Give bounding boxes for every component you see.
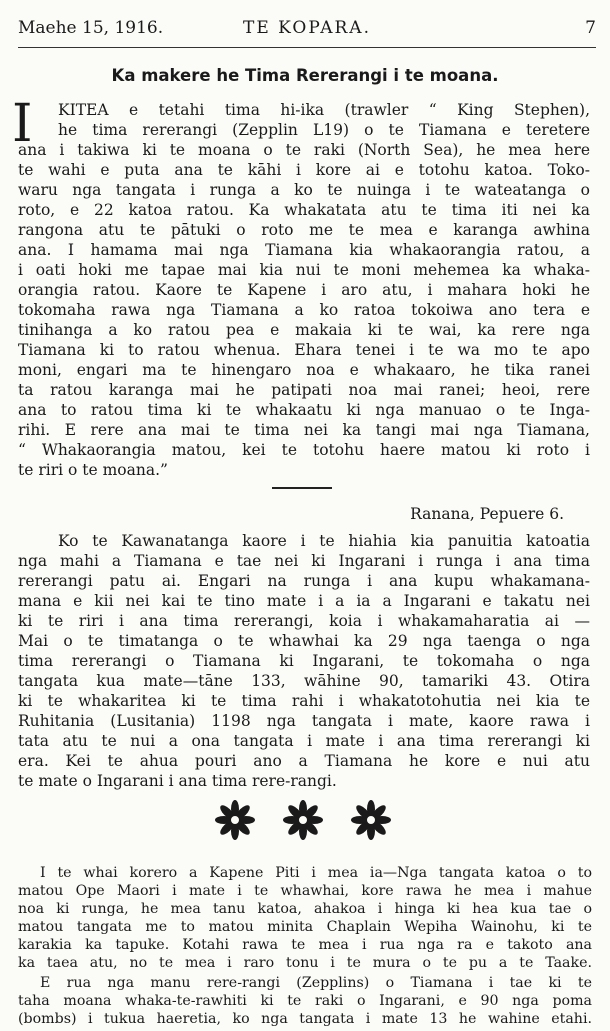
ornament-row: [213, 798, 393, 842]
article-line: tokomaha rawa nga Tiamana a ko ratoa tokoiwa ano tera e: [18, 301, 590, 319]
article-line: ana to ratou tima ki te whakaatu ki nga manuao o te Inga-: [18, 401, 590, 419]
article-line: ki te whakaritea ki te tima rahi i whakatotohutia nei kia te: [18, 692, 590, 710]
flower-ornament-icon: [213, 798, 257, 842]
article-headline: Ka makere he Tima Rererangi i te moana.: [111, 66, 499, 85]
article-line: Mai o te timatanga o te whawhai ka 29 nga taenga o nga: [18, 632, 590, 650]
article-line: tata atu te nui a ona tangata i mate i ana tima rererangi ki: [18, 732, 590, 750]
page-number: 7: [585, 18, 596, 38]
section-divider: [272, 487, 332, 489]
article-line: KITEA e tetahi tima hi-ika (trawler “ King Stephen),: [58, 101, 590, 119]
article-line: moni, engari ma te hinengaro noa e whakaaro, he tika ranei: [18, 361, 590, 379]
issue-date: Maehe 15, 1916.: [18, 18, 164, 38]
header-rule: [18, 47, 596, 48]
article-line: roto, e 22 katoa ratou. Ka whakatata atu te tima iti nei ka: [18, 201, 590, 219]
article-line: i oati hoki me tapae mai kia nui te moni mehemea ka whaka-: [18, 261, 590, 279]
flower-ornament-icon: [281, 798, 325, 842]
article-line: mana e kii nei kai te tino mate i a ia a Ingarani e takatu nei: [18, 592, 590, 610]
article-line: era. Kei te ahua pouri ano a Tiamana he kore e nui atu: [18, 752, 590, 770]
article-line: te riri o te moana.”: [18, 461, 168, 479]
article-line: nga mahi a Tiamana e tae nei ki Ingarani i runga i ana tima: [18, 552, 590, 570]
dateline: Ranana, Pepuere 6.: [410, 505, 564, 523]
article-line: Ruhitania (Lusitania) 1198 nga tangata i mate, kaore rawa i: [18, 712, 590, 730]
article-line: te wahi e puta ana te kāhi i kore ai e totohu katoa. Toko-: [18, 161, 590, 179]
article-line: karakia ka tapuke. Kotahi rawa te mea i rua nga ra e takoto ana: [18, 937, 592, 953]
drop-cap: I: [12, 94, 33, 154]
article-line: rangona atu te pātuki o roto me te mea e karanga awhina: [18, 221, 590, 239]
article-line: Ko te Kawanatanga kaore i te hiahia kia panuitia katoatia: [58, 532, 590, 550]
publication-title: TE KOPARA.: [243, 18, 371, 38]
page-header: [18, 18, 596, 44]
article-line: (bombs) i tukua haeretia, ko nga tangata i mate 13 he wahine etahi.: [18, 1011, 592, 1027]
article-line: Tiamana ki to ratou whenua. Ehara tenei i te wa mo te apo: [18, 341, 590, 359]
article-line: te mate o Ingarani i ana tima rere-rangi.: [18, 772, 337, 790]
article-line: orangia ratou. Kaore te Kapene i aro atu, i mahara hoki he: [18, 281, 590, 299]
article-line: tinihanga a ko ratou pea e makaia ki te wai, ka rere nga: [18, 321, 590, 339]
article-line: “ Whakaorangia matou, kei te totohu haere matou ki roto i: [18, 441, 590, 459]
article-line: rihi. E rere ana mai te tima nei ka tangi mai nga Tiamana,: [18, 421, 590, 439]
article-line: ana. I hamama mai nga Tiamana kia whakaorangia ratou, a: [18, 241, 590, 259]
flower-ornament-icon: [349, 798, 393, 842]
article-line: ki te riri i ana tima rererangi, koia i whakamaharatia ai —: [18, 612, 590, 630]
article-line: I te whai korero a Kapene Piti i mea ia—Nga tangata katoa o to: [40, 865, 592, 881]
article-line: tima rererangi o Tiamana ki Ingarani, te tokomaha o nga: [18, 652, 590, 670]
article-line: tangata kua mate—tāne 133, wāhine 90, tamariki 43. Otira: [18, 672, 590, 690]
article-line: rererangi patu ai. Engari na runga i ana kupu whakamana-: [18, 572, 590, 590]
article-line: noa ki runga, he mea tanu katoa, ahakoa i hinga ki hea kua tae o: [18, 901, 592, 917]
article-line: ka taea atu, no te mea i raro tonu i te mura o te pu a te Taake.: [18, 955, 592, 971]
article-line: ta ratou karanga mai he patipati noa mai ranei; heoi, rere: [18, 381, 590, 399]
article-line: he tima rererangi (Zepplin L19) o te Tiamana e teretere: [58, 121, 590, 139]
article-line: matou tangata me to matou minita Chaplain Wepiha Wainohu, ki te: [18, 919, 592, 935]
article-line: matou Ope Maori i mate i te whawhai, kore rawa he mea i mahue: [18, 883, 592, 899]
article-line: taha moana whaka-te-rawhiti ki te raki o Ingarani, e 90 nga poma: [18, 993, 592, 1009]
article-line: E rua nga manu rere-rangi (Zepplins) o Tiamana i tae ki te: [40, 975, 592, 991]
article-line: ana i takiwa ki te moana o te raki (North Sea), he mea here: [18, 141, 590, 159]
article-line: waru nga tangata i runga a ko te nuinga i te wateatanga o: [18, 181, 590, 199]
